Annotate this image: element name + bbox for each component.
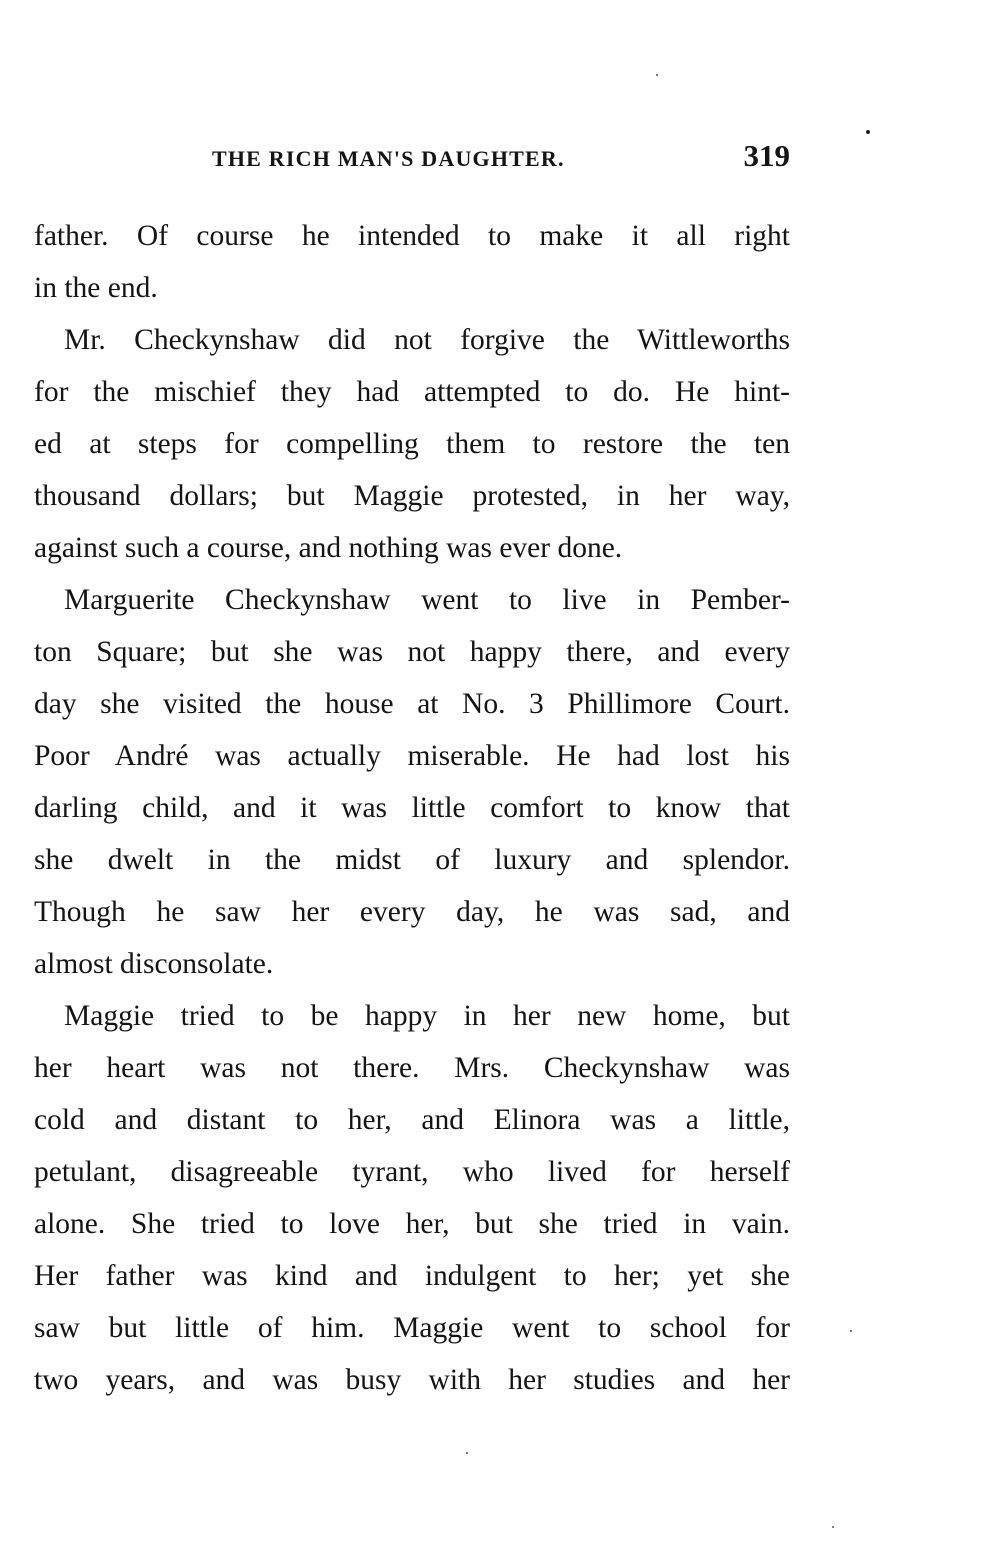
text-line: ed at steps for compelling them to restore the ten bbox=[34, 428, 790, 460]
text-line: almost disconsolate. bbox=[34, 948, 274, 980]
text-line: her heart was not there. Mrs. Checkynshaw was bbox=[34, 1052, 790, 1084]
text-line: darling child, and it was little comfort to know that bbox=[34, 792, 790, 824]
text-line: ton Square; but she was not happy there, and every bbox=[34, 636, 790, 668]
text-line: Mr. Checkynshaw did not forgive the Wittleworths bbox=[64, 324, 790, 356]
text-line: saw but little of him. Maggie went to school for bbox=[34, 1312, 790, 1344]
text-line: cold and distant to her, and Elinora was a little, bbox=[34, 1104, 790, 1136]
scan-speck bbox=[466, 1452, 468, 1454]
text-line: Poor André was actually miserable. He had lost his bbox=[34, 740, 790, 772]
text-line: she dwelt in the midst of luxury and splendor. bbox=[34, 844, 790, 876]
text-line: in the end. bbox=[34, 272, 158, 304]
scan-speck bbox=[832, 1526, 834, 1528]
text-line: Her father was kind and indulgent to her; yet she bbox=[34, 1260, 790, 1292]
running-title: THE RICH MAN'S DAUGHTER. bbox=[212, 146, 565, 171]
text-line: against such a course, and nothing was ever done. bbox=[34, 532, 623, 564]
text-line: for the mischief they had attempted to do. He hint- bbox=[34, 376, 790, 408]
text-line: petulant, disagreeable tyrant, who lived for herself bbox=[34, 1156, 790, 1188]
page-number: 319 bbox=[743, 138, 790, 173]
text-line: Maggie tried to be happy in her new home, but bbox=[64, 1000, 790, 1032]
scan-speck bbox=[866, 130, 870, 134]
body-text bbox=[34, 210, 790, 1406]
text-line: day she visited the house at No. 3 Phillimore Court. bbox=[34, 688, 790, 720]
text-line: alone. She tried to love her, but she tried in vain. bbox=[34, 1208, 790, 1240]
text-line: thousand dollars; but Maggie protested, in her way, bbox=[34, 480, 790, 512]
text-line: Marguerite Checkynshaw went to live in Pember- bbox=[64, 584, 790, 616]
scan-speck bbox=[656, 74, 658, 76]
text-line: two years, and was busy with her studies and her bbox=[34, 1364, 790, 1396]
running-head bbox=[34, 138, 790, 178]
text-line: father. Of course he intended to make it all right bbox=[34, 220, 790, 252]
text-line: Though he saw her every day, he was sad, and bbox=[34, 896, 790, 928]
scan-speck bbox=[850, 1330, 852, 1332]
